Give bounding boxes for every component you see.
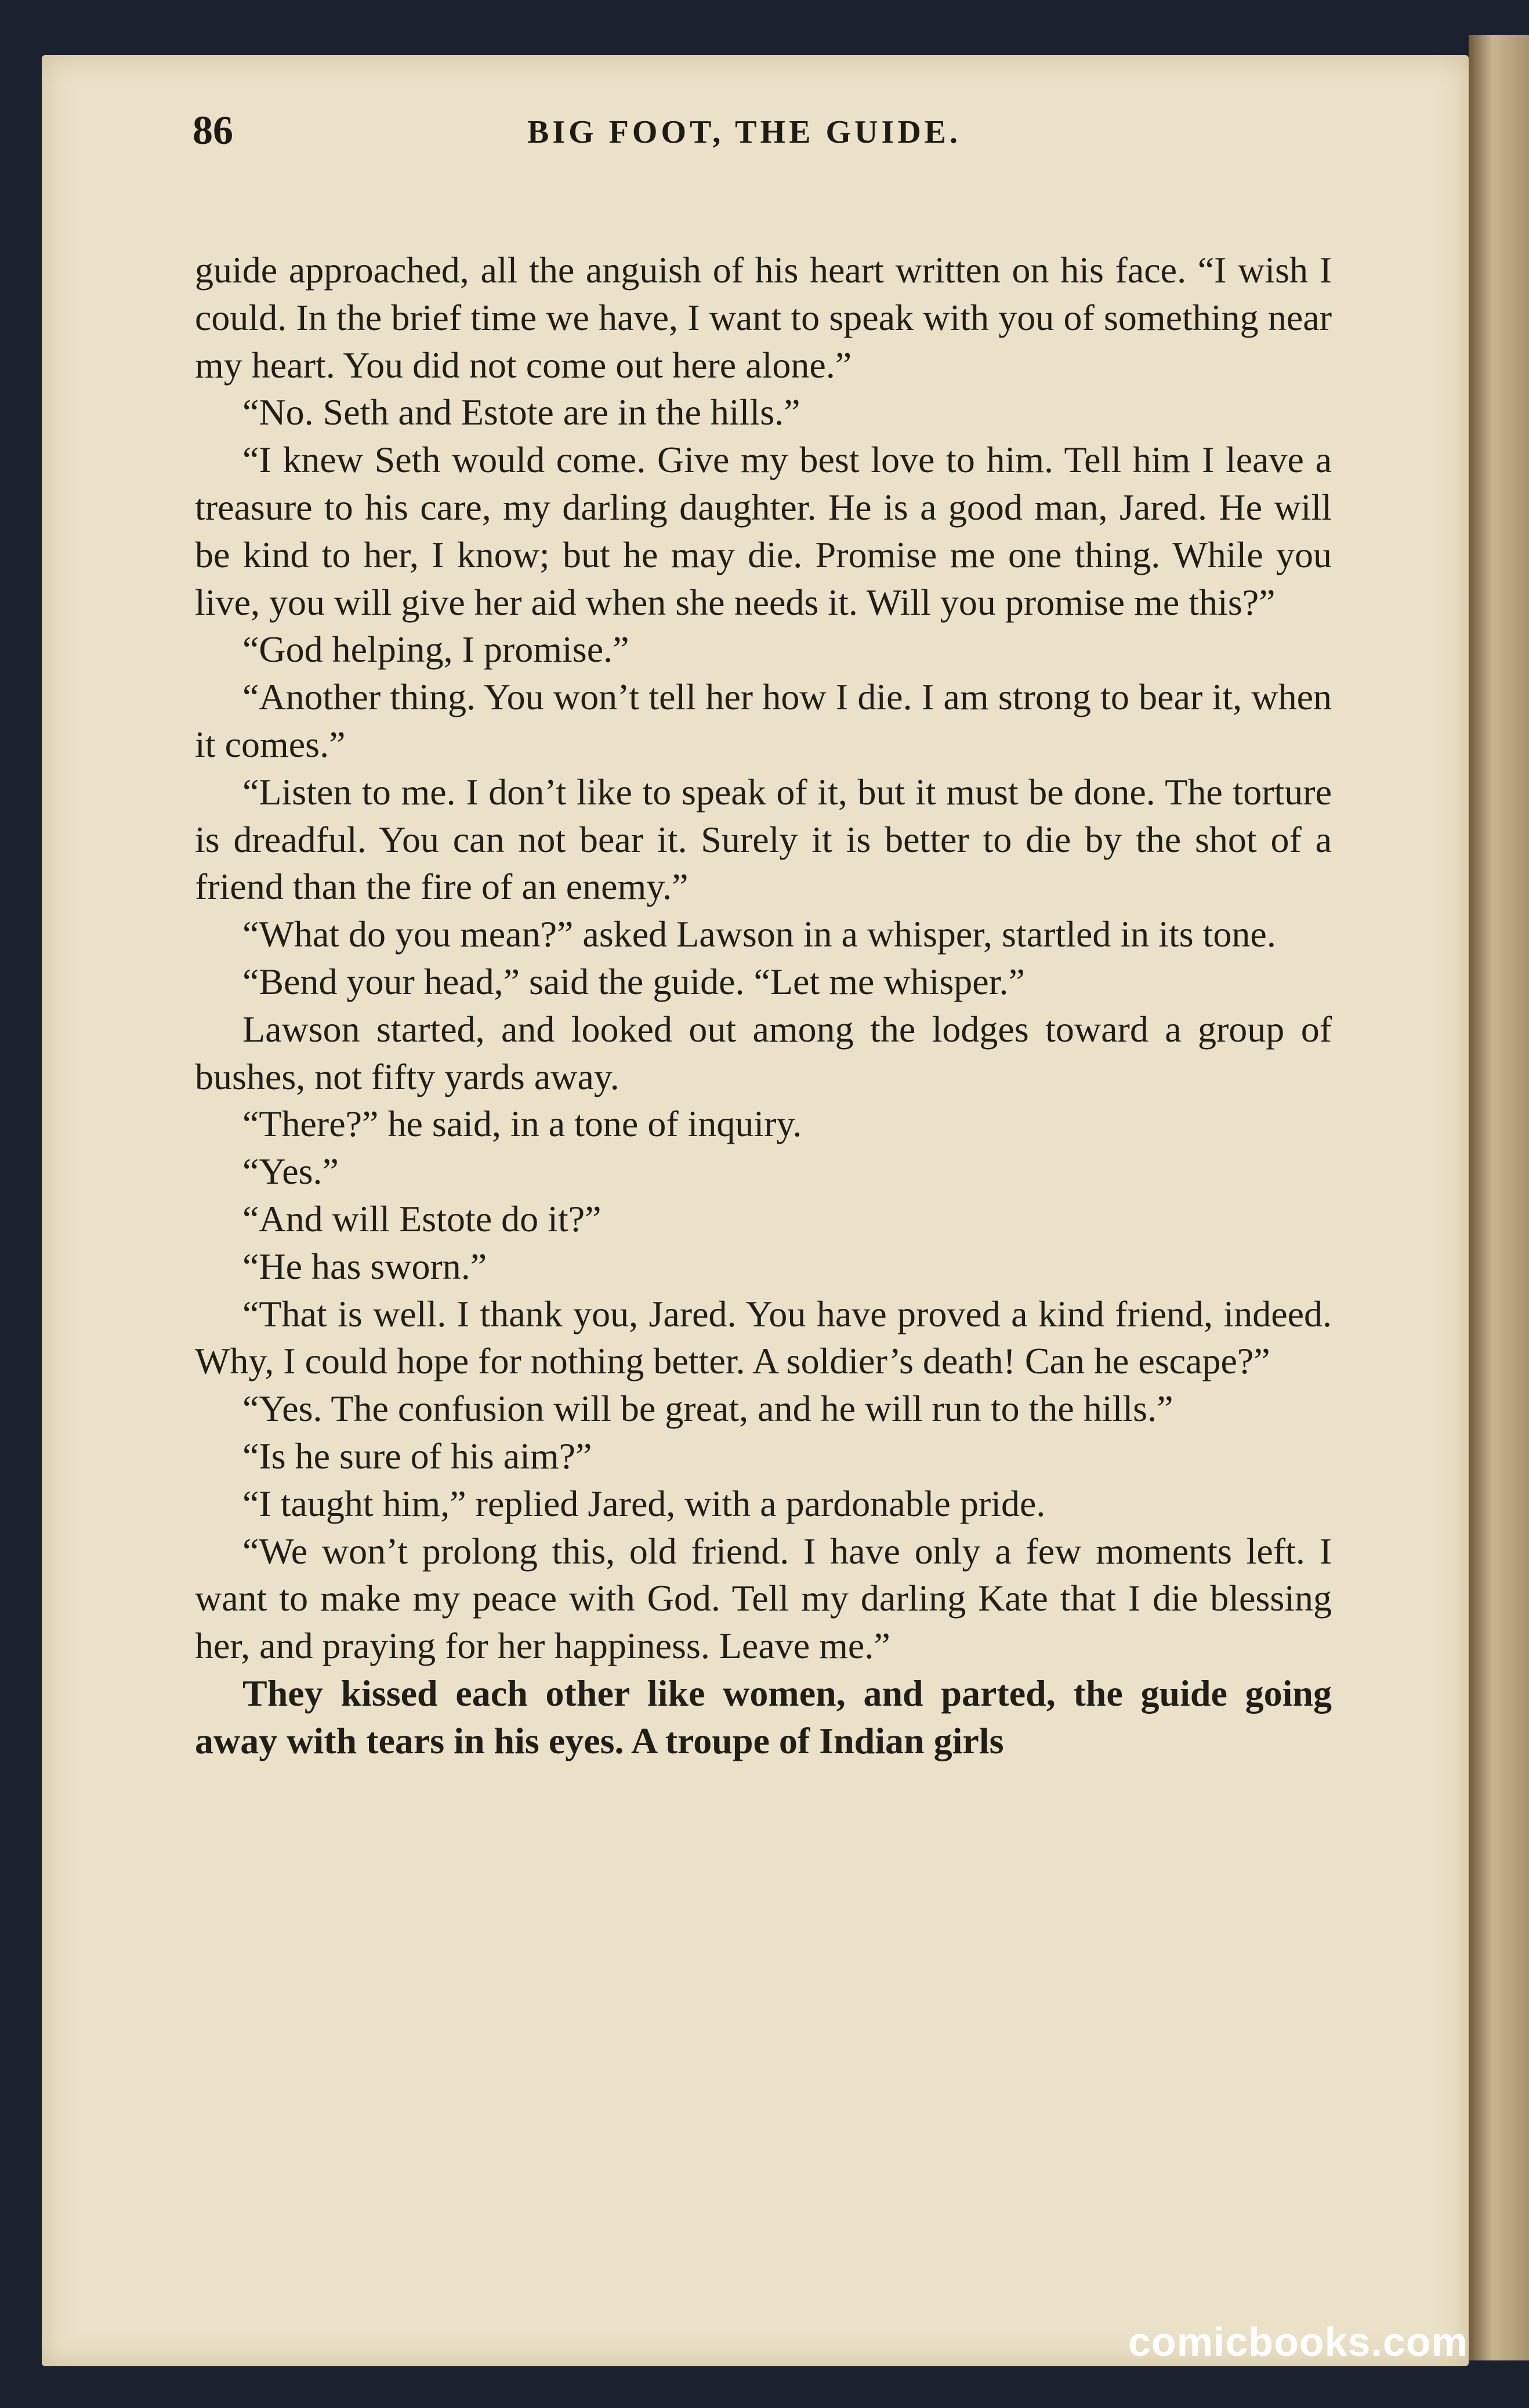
paragraph: “I knew Seth would come. Give my best love to him. Tell him I leave a treasure to his care, my darling daughter. He is a good man, Jared. He will be kind to her, I know; but he may die. Promise me one thing. While you live, you will give her aid when she needs it. Will you promise me this?” — [195, 439, 1332, 623]
watermark: comicbooks.com — [1128, 2319, 1468, 2365]
page-number: 86 — [193, 108, 233, 153]
body-text — [195, 246, 1332, 1765]
paragraph: “We won’t prolong this, old friend. I have only a few moments left. I want to make my peace with God. Tell my darling Kate that I die blessing her, and praying for her happiness. Leave me.” — [195, 1530, 1332, 1667]
paragraph: “Listen to me. I don’t like to speak of it, but it must be done. The torture is dreadful. You can not bear it. Surely it is better to die by the shot of a friend than the fire of an enemy.” — [195, 771, 1332, 908]
paragraph: Lawson started, and looked out among the lodges toward a group of bushes, not fifty yards away. — [195, 1008, 1332, 1097]
paragraph: “There?” he said, in a tone of inquiry. — [242, 1103, 802, 1145]
paragraph: “He has sworn.” — [242, 1245, 487, 1287]
page-header — [155, 108, 1333, 166]
running-head: BIG FOOT, THE GUIDE. — [527, 114, 962, 150]
paragraph: “No. Seth and Estote are in the hills.” — [242, 391, 800, 433]
paragraph: They kissed each other like women, and parted, the guide going away with tears in his eyes. A troupe of Indian girls — [195, 1672, 1332, 1761]
paragraph: “Bend your head,” said the guide. “Let me whisper.” — [242, 960, 1025, 1002]
paragraph: “I taught him,” replied Jared, with a pardonable pride. — [242, 1482, 1046, 1524]
paragraph: “Another thing. You won’t tell her how I die. I am strong to bear it, when it comes.” — [195, 676, 1332, 765]
paragraph: “That is well. I thank you, Jared. You have proved a kind friend, indeed. Why, I could hope for nothing better. A soldier’s death! Can he escape?” — [195, 1293, 1332, 1382]
paragraph: “God helping, I promise.” — [242, 629, 629, 670]
paragraph: guide approached, all the anguish of his heart written on his face. “I wish I could. In the brief time we have, I want to speak with you of something near my heart. You did not come out here alone.” — [195, 249, 1332, 386]
paragraph: “Yes.” — [242, 1151, 339, 1192]
paragraph: “And will Estote do it?” — [242, 1198, 602, 1239]
paragraph: “Yes. The confusion will be great, and he will run to the hills.” — [242, 1388, 1173, 1430]
paragraph: “What do you mean?” asked Lawson in a whisper, startled in its tone. — [242, 913, 1276, 955]
paragraph: “Is he sure of his aim?” — [242, 1435, 592, 1477]
next-page-edge — [1469, 35, 1529, 2360]
